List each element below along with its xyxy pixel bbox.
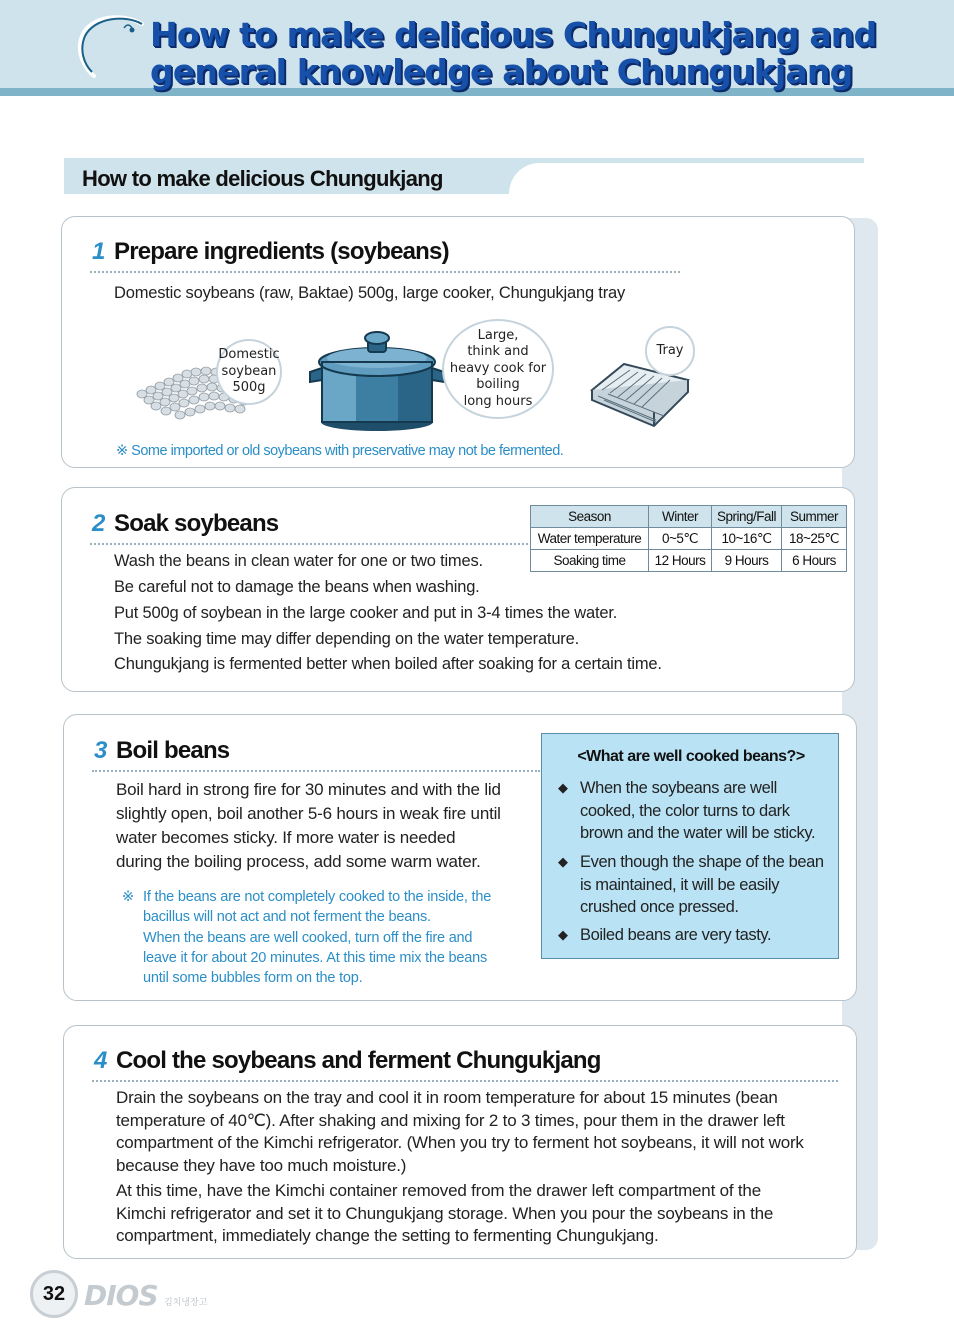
step-line: during the boiling process, add some warm water. [116,852,481,871]
dotted-divider [92,770,540,772]
step-number: 2 [92,510,106,537]
info-item [558,851,828,919]
step-line: temperature of 40℃). After shaking and mixing for 2 to 3 times, pour them in the drawer left [116,1111,785,1130]
note-line: bacillus will not act and not ferment the beans. [143,909,431,925]
note-line: When the beans are well cooked, turn off the fire and [143,930,473,946]
diamond-bullet-icon: ◆ [558,780,568,795]
dotted-divider [90,543,528,545]
note-line: If the beans are not completely cooked to the inside, the [143,889,492,905]
page-number: 32 [30,1270,78,1318]
section-header-bar [64,158,864,194]
step-number: 3 [94,737,108,764]
table-header: Spring/Fall [712,506,782,528]
table-cell: 10~16℃ [712,528,782,550]
step-line: compartment, immediately change the setting to fermenting Chungukjang. [116,1226,659,1245]
dotted-divider [92,1080,838,1082]
table-header: Summer [782,506,847,528]
tray-label: Tray [645,326,695,376]
section-title: How to make delicious Chungukjang [82,166,443,191]
step-line: Kimchi refrigerator and set it to Chungukjang storage. When you pour the soybeans in the [116,1204,774,1223]
info-item-text: When the soybeans are well cooked, the color turns to dark brown and the water will be sticky. [580,779,816,842]
cooker-label: Large, think and heavy cook for boiling long hours [442,319,554,419]
table-cell: 18~25℃ [782,528,847,550]
table-cell: 12 Hours [649,550,712,572]
brand-subtitle: 김치냉장고 [164,1297,208,1307]
cooker-image [306,328,448,432]
step-line: Put 500g of soybean in the large cooker and put in 3-4 times the water. [114,604,618,622]
info-item-text: Even though the shape of the bean is maintained, it will be easily crushed once pressed. [580,853,824,916]
step-line: Be careful not to damage the beans when washing. [114,578,480,596]
table-header: Season [531,506,649,528]
step-title: Prepare ingredients (soybeans) [114,238,449,265]
table-header: Winter [649,506,712,528]
note-line: until some bubbles form on the top. [143,970,363,986]
info-item-text: Boiled beans are very tasty. [580,926,772,944]
step-number: 1 [92,238,106,265]
table-row [531,550,847,572]
info-title: <What are well cooked beans?> [577,748,805,765]
table-cell: 0~5℃ [649,528,712,550]
step-title: Soak soybeans [114,510,279,537]
step-line: water becomes sticky. If more water is needed [116,828,456,847]
soaking-table [530,505,847,572]
brand-logo: DIOS [84,1279,158,1312]
swirl-logo-icon [72,14,148,82]
info-item [558,777,828,845]
step-line: Drain the soybeans on the tray and cool it in room temperature for about 15 minutes (bean [116,1088,778,1107]
well-cooked-info-box [541,733,839,959]
step-line: Boil hard in strong fire for 30 minutes and with the lid [116,780,501,799]
diamond-bullet-icon: ◆ [558,927,568,942]
note-mark: ※ [122,889,134,905]
step-title: Cool the soybeans and ferment Chungukjang [116,1047,601,1074]
table-cell: 9 Hours [712,550,782,572]
soybean-label: Domestic soybean 500g [216,339,282,405]
step-line: because they have too much moisture.) [116,1156,407,1175]
info-item [558,924,828,947]
step-title: Boil beans [116,737,230,764]
table-cell: Soaking time [531,550,649,572]
step-number: 4 [94,1047,108,1074]
step-text: Domestic soybeans (raw, Baktae) 500g, large cooker, Chungukjang tray [114,284,626,302]
step-line: Chungukjang is fermented better when boiled after soaking for a certain time. [114,655,662,673]
step-line: compartment of the Kimchi refrigerator. (When you try to ferment hot soybeans, it will not work [116,1133,804,1152]
note-line: leave it for about 20 minutes. At this time mix the beans [143,950,488,966]
step-line: Wash the beans in clean water for one or two times. [114,552,483,570]
diamond-bullet-icon: ◆ [558,854,568,869]
step-line: The soaking time may differ depending on the water temperature. [114,630,579,648]
step-line: At this time, have the Kimchi container removed from the drawer left compartment of the [116,1181,761,1200]
step-note: ※ Some imported or old soybeans with preservative may not be fermented. [116,443,564,459]
table-header-row [531,506,847,528]
step-line: slightly open, boil another 5-6 hours in weak fire until [116,804,501,823]
dotted-divider [90,271,680,273]
table-cell: Water temperature [531,528,649,550]
page-title: How to make delicious Chungukjang and general knowledge about Chungukjang [150,15,877,91]
table-cell: 6 Hours [782,550,847,572]
table-row [531,528,847,550]
